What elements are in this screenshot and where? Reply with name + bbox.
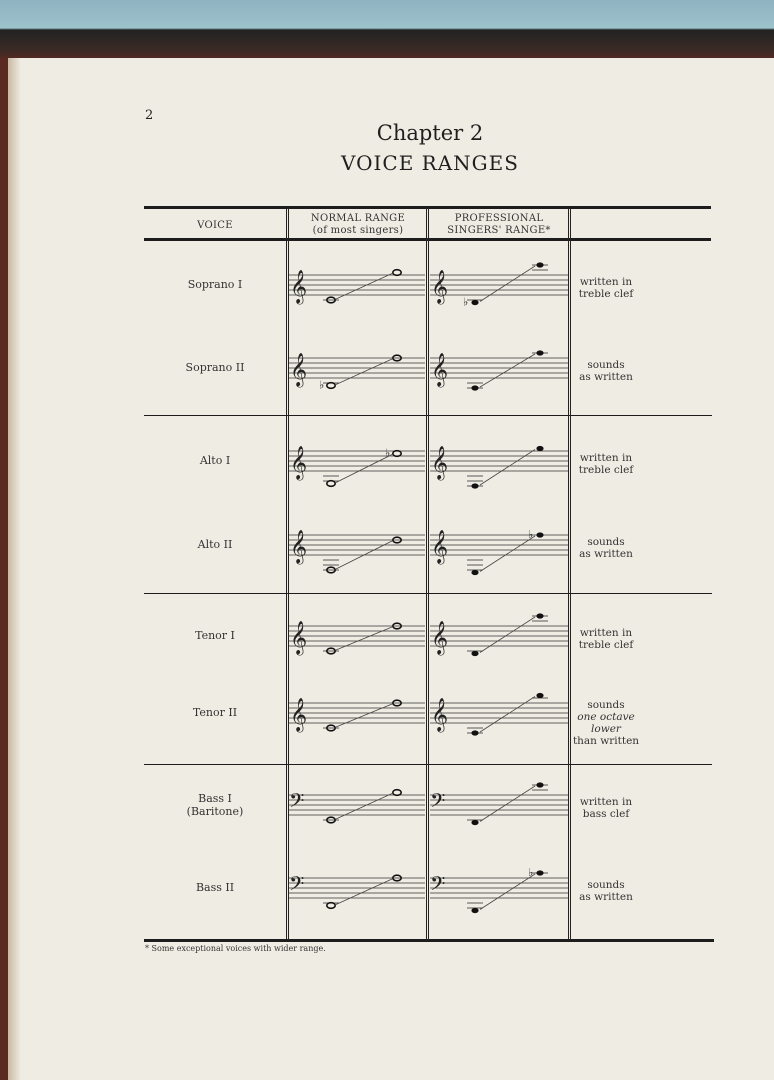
bass-clef-icon: 𝄢	[430, 872, 446, 900]
voice-name: Soprano II	[185, 361, 245, 374]
professional-range-staff	[430, 606, 568, 666]
high-note	[393, 270, 401, 276]
header-normal-line2: (of most singers)	[312, 225, 404, 236]
low-note	[327, 383, 335, 389]
treble-clef-icon: 𝄞	[431, 445, 449, 479]
range-line	[480, 786, 535, 822]
normal-range-staff	[289, 683, 425, 743]
voice-label	[150, 629, 280, 642]
range-line	[336, 455, 392, 483]
normal-range-staff	[289, 515, 425, 575]
clef-note	[572, 452, 640, 476]
flat-icon: ♭	[528, 528, 534, 541]
note-line2: as written	[579, 371, 633, 383]
note-line1: sounds	[587, 879, 625, 891]
normal-range-staff	[289, 606, 425, 666]
clef-note	[572, 276, 640, 300]
header-pro-line2: SINGERS' RANGE*	[447, 225, 551, 236]
treble-clef-icon: 𝄞	[431, 269, 449, 303]
professional-range-staff	[430, 515, 568, 575]
low-note	[471, 651, 478, 656]
normal-range-staff	[289, 338, 425, 398]
treble-clef-icon: 𝄞	[290, 269, 308, 303]
voice-name: Bass II	[195, 881, 235, 894]
column-divider	[568, 208, 569, 940]
bass-clef-icon: 𝄢	[289, 789, 305, 817]
clef-note	[572, 699, 640, 747]
note-line2: treble clef	[578, 639, 634, 651]
normal-range-staff	[289, 255, 425, 315]
note-line1: written in	[579, 796, 633, 808]
voice-label	[150, 881, 280, 894]
range-line	[336, 627, 392, 650]
treble-clef-icon: 𝄞	[290, 529, 308, 563]
voice-label	[150, 361, 280, 374]
flat-icon: ♭	[528, 866, 534, 879]
footnote: * Some exceptional voices with wider range.	[145, 944, 326, 953]
treble-clef-icon: 𝄞	[431, 352, 449, 386]
treble-clef-icon: 𝄞	[290, 697, 308, 731]
bass-clef-icon: 𝄢	[430, 789, 446, 817]
note-line1: sounds	[587, 536, 625, 548]
range-line	[480, 450, 535, 486]
range-line	[336, 704, 392, 727]
table-bottom-rule	[144, 939, 714, 942]
column-divider	[286, 208, 287, 940]
professional-range-staff	[430, 858, 568, 918]
clef-note	[572, 359, 640, 383]
range-line	[480, 266, 535, 302]
note-line1: sounds	[587, 359, 625, 371]
note-line2: as written	[579, 548, 633, 560]
treble-clef-icon: 𝄞	[431, 697, 449, 731]
high-note	[536, 782, 543, 787]
low-note	[471, 570, 478, 575]
flat-icon: ♭	[385, 446, 391, 460]
range-line	[480, 617, 535, 653]
low-note	[327, 903, 335, 909]
voice-name: Soprano I	[187, 278, 243, 291]
low-note	[471, 385, 478, 390]
high-note	[536, 446, 543, 451]
column-divider	[570, 208, 571, 940]
note-line1: written in	[579, 627, 633, 639]
professional-range-staff	[430, 255, 568, 315]
professional-range-staff	[430, 338, 568, 398]
normal-range-staff	[289, 775, 425, 835]
voice-label	[150, 706, 280, 719]
note-line2: treble clef	[578, 288, 634, 300]
flat-icon: ♭	[463, 295, 469, 309]
low-note	[471, 730, 478, 735]
high-note	[536, 693, 543, 698]
header-professional-range	[430, 213, 568, 237]
range-line	[480, 354, 535, 387]
treble-clef-icon: 𝄞	[290, 352, 308, 386]
professional-range-staff	[430, 431, 568, 491]
high-note	[536, 870, 543, 875]
normal-range-staff	[289, 431, 425, 491]
voice-name: Tenor II	[192, 706, 238, 719]
normal-range-staff	[289, 858, 425, 918]
treble-clef-icon: 𝄞	[431, 529, 449, 563]
low-note	[327, 481, 335, 487]
page-title: VOICE RANGES	[341, 151, 519, 175]
high-note	[536, 613, 543, 618]
bass-clef-icon: 𝄢	[289, 872, 305, 900]
column-divider	[426, 208, 427, 940]
clef-note	[572, 796, 640, 820]
professional-range-staff	[430, 683, 568, 743]
chapter-heading: Chapter 2	[376, 121, 484, 145]
note-line2: one octave lower	[577, 711, 635, 735]
voice-name: Alto I	[199, 454, 231, 467]
book-top-edge	[0, 0, 774, 60]
header-pro-line1: PROFESSIONAL	[454, 213, 544, 224]
clef-note	[572, 627, 640, 651]
low-note	[471, 300, 478, 305]
range-line	[480, 874, 535, 910]
voice-name: Bass I	[198, 792, 232, 805]
note-line1: written in	[579, 276, 633, 288]
column-divider	[428, 208, 429, 940]
range-line	[480, 536, 535, 572]
high-note	[536, 532, 543, 537]
voice-name: Alto II	[197, 538, 233, 551]
professional-range-staff	[430, 775, 568, 835]
page-edge	[8, 58, 20, 1080]
high-note	[536, 262, 543, 267]
treble-clef-icon: 𝄞	[290, 620, 308, 654]
page-number: 2	[145, 108, 154, 123]
voice-label	[150, 278, 280, 291]
note-line2: treble clef	[578, 464, 634, 476]
clef-note	[572, 879, 640, 903]
flat-icon: ♭	[319, 378, 325, 392]
treble-clef-icon: 𝄞	[290, 445, 308, 479]
header-normal-range	[290, 213, 426, 237]
low-note	[471, 483, 478, 488]
note-line2: as written	[579, 891, 633, 903]
voice-label	[150, 792, 280, 818]
note-line1: written in	[579, 452, 633, 464]
high-note	[393, 790, 401, 796]
note-line2: bass clef	[582, 808, 630, 820]
header-voice: VOICE	[197, 220, 233, 231]
treble-clef-icon: 𝄞	[431, 620, 449, 654]
clef-note	[572, 536, 640, 560]
note-line1: sounds	[587, 699, 625, 711]
header-normal-line1: NORMAL RANGE	[310, 213, 406, 224]
voice-label	[150, 538, 280, 551]
low-note	[471, 908, 478, 913]
note-line3: than written	[572, 735, 640, 747]
high-note	[536, 350, 543, 355]
voice-alt-name: (Baritone)	[186, 805, 244, 818]
voice-name: Tenor I	[195, 629, 235, 642]
high-note	[393, 451, 401, 457]
voice-label	[150, 454, 280, 467]
range-line	[480, 697, 535, 733]
low-note	[471, 820, 478, 825]
